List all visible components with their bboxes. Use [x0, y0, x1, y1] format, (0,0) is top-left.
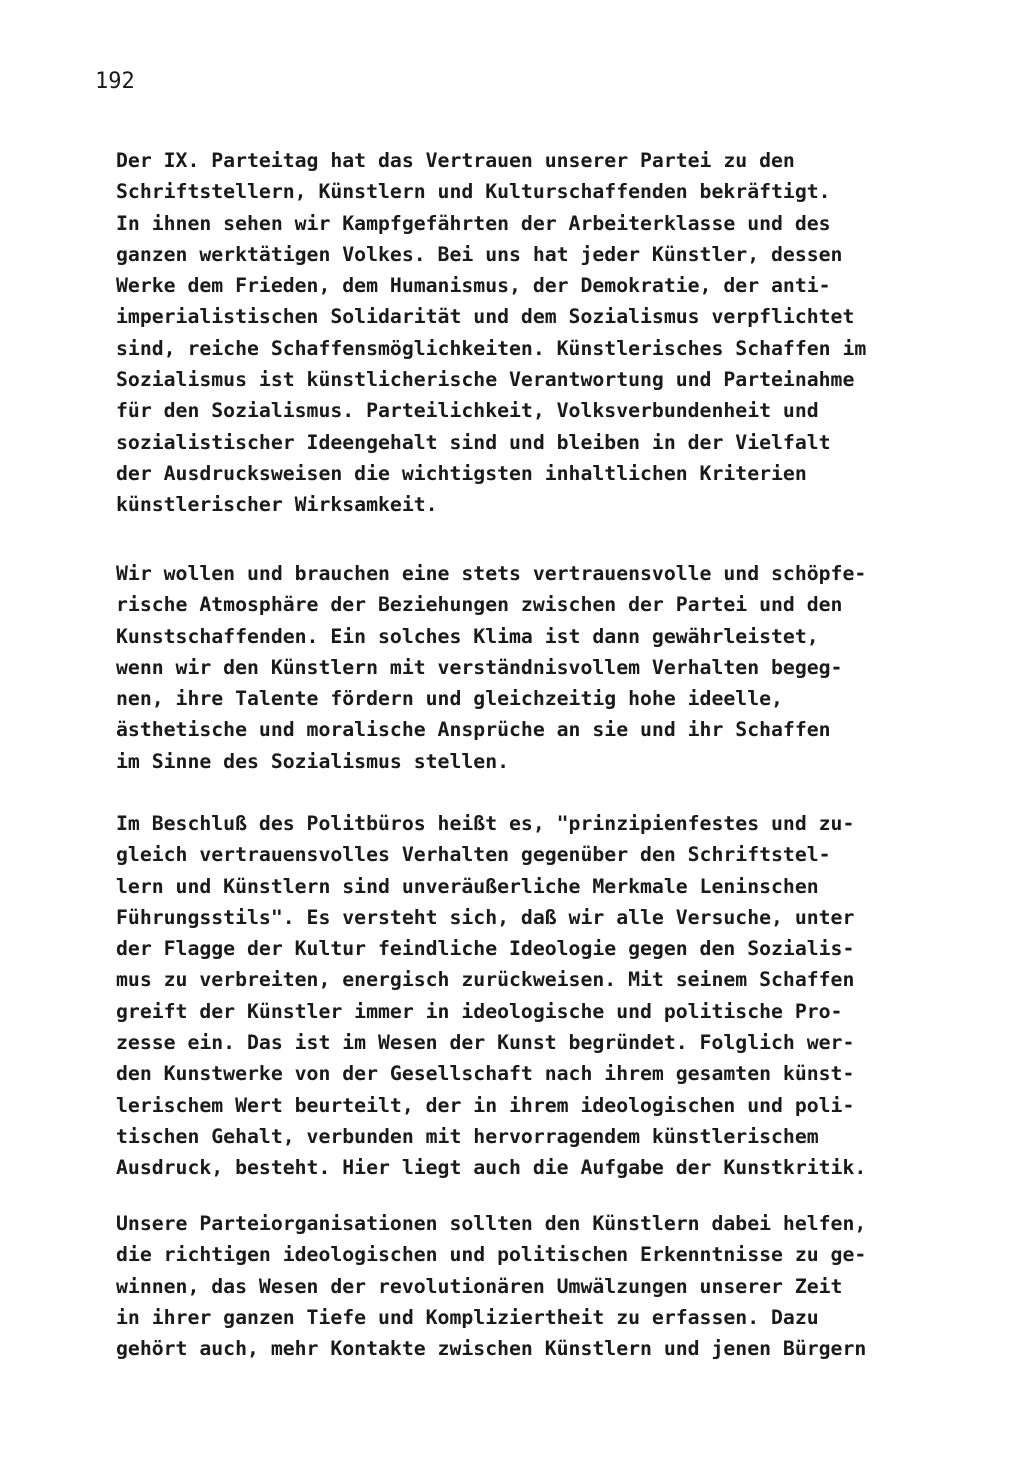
text-line: sozialistischer Ideengehalt sind und bleiben in der Vielfalt: [116, 430, 831, 454]
text-line: ganzen werktätigen Volkes. Bei uns hat jeder Künstler, dessen: [116, 242, 843, 266]
text-line: in ihrer ganzen Tiefe und Kompliziertheit zu erfassen. Dazu: [116, 1305, 819, 1329]
text-line: tischen Gehalt, verbunden mit hervorragendem künstlerischem: [116, 1124, 819, 1148]
paragraph-1: [116, 145, 946, 521]
text-line: nen, ihre Talente fördern und gleichzeitig hohe ideelle,: [116, 687, 783, 711]
text-line: lern und Künstlern sind unveräußerliche Merkmale Leninschen: [116, 874, 819, 898]
text-line: Ausdruck, besteht. Hier liegt auch die Aufgabe der Kunstkritik.: [116, 1156, 867, 1180]
text-line: gehört auch, mehr Kontakte zwischen Künstlern und jenen Bürgern: [116, 1337, 867, 1361]
text-line: gleich vertrauensvolles Verhalten gegenüber den Schriftstel-: [116, 843, 831, 867]
text-line: wenn wir den Künstlern mit verständnisvollem Verhalten begeg-: [116, 655, 843, 679]
paragraph-4: [116, 1208, 946, 1364]
text-line: imperialistischen Solidarität und dem Sozialismus verpflichtet: [116, 305, 855, 329]
text-line: Werke dem Frieden, dem Humanismus, der Demokratie, der anti-: [116, 274, 831, 298]
text-line: die richtigen ideologischen und politischen Erkenntnisse zu ge-: [116, 1243, 867, 1267]
paragraph-3: [116, 808, 946, 1184]
text-line: sind, reiche Schaffensmöglichkeiten. Künstlerisches Schaffen im: [116, 336, 867, 360]
text-line: Der IX. Parteitag hat das Vertrauen unserer Partei zu den: [116, 149, 795, 172]
text-line: Im Beschluß des Politbüros heißt es, "prinzipienfestes und zu-: [116, 812, 855, 835]
text-line: im Sinne des Sozialismus stellen.: [116, 749, 510, 773]
text-line: für den Sozialismus. Parteilichkeit, Volksverbundenheit und: [116, 399, 819, 423]
text-line: Unsere Parteiorganisationen sollten den Künstlern dabei helfen,: [116, 1212, 867, 1235]
text-line: zesse ein. Das ist im Wesen der Kunst begründet. Folglich wer-: [116, 1031, 855, 1055]
text-line: der Ausdrucksweisen die wichtigsten inhaltlichen Kriterien: [116, 461, 807, 485]
text-line: greift der Künstler immer in ideologische und politische Pro-: [116, 999, 843, 1023]
text-line: rische Atmosphäre der Beziehungen zwischen der Partei und den: [116, 593, 843, 617]
page-number: 192: [95, 69, 135, 94]
text-line: Wir wollen und brauchen eine stets vertrauensvolle und schöpfe-: [116, 562, 867, 585]
text-line: Führungsstils". Es versteht sich, daß wir alle Versuche, unter: [116, 905, 855, 929]
text-line: In ihnen sehen wir Kampfgefährten der Arbeiterklasse und des: [116, 211, 831, 235]
text-line: ästhetische und moralische Ansprüche an sie und ihr Schaffen: [116, 718, 831, 742]
text-line: Kunstschaffenden. Ein solches Klima ist dann gewährleistet,: [116, 624, 819, 648]
text-line: der Flagge der Kultur feindliche Ideologie gegen den Sozialis-: [116, 937, 855, 961]
text-line: mus zu verbreiten, energisch zurückweisen. Mit seinem Schaffen: [116, 968, 855, 992]
text-line: Schriftstellern, Künstlern und Kulturschaffenden bekräftigt.: [116, 180, 831, 204]
text-line: Sozialismus ist künstlicherische Verantwortung und Parteinahme: [116, 368, 855, 392]
text-line: winnen, das Wesen der revolutionären Umwälzungen unserer Zeit: [116, 1274, 843, 1298]
paragraph-2: [116, 558, 946, 777]
text-line: künstlerischer Wirksamkeit.: [116, 493, 438, 517]
text-line: den Kunstwerke von der Gesellschaft nach ihrem gesamten künst-: [116, 1062, 855, 1086]
text-line: lerischem Wert beurteilt, der in ihrem ideologischen und poli-: [116, 1093, 855, 1117]
